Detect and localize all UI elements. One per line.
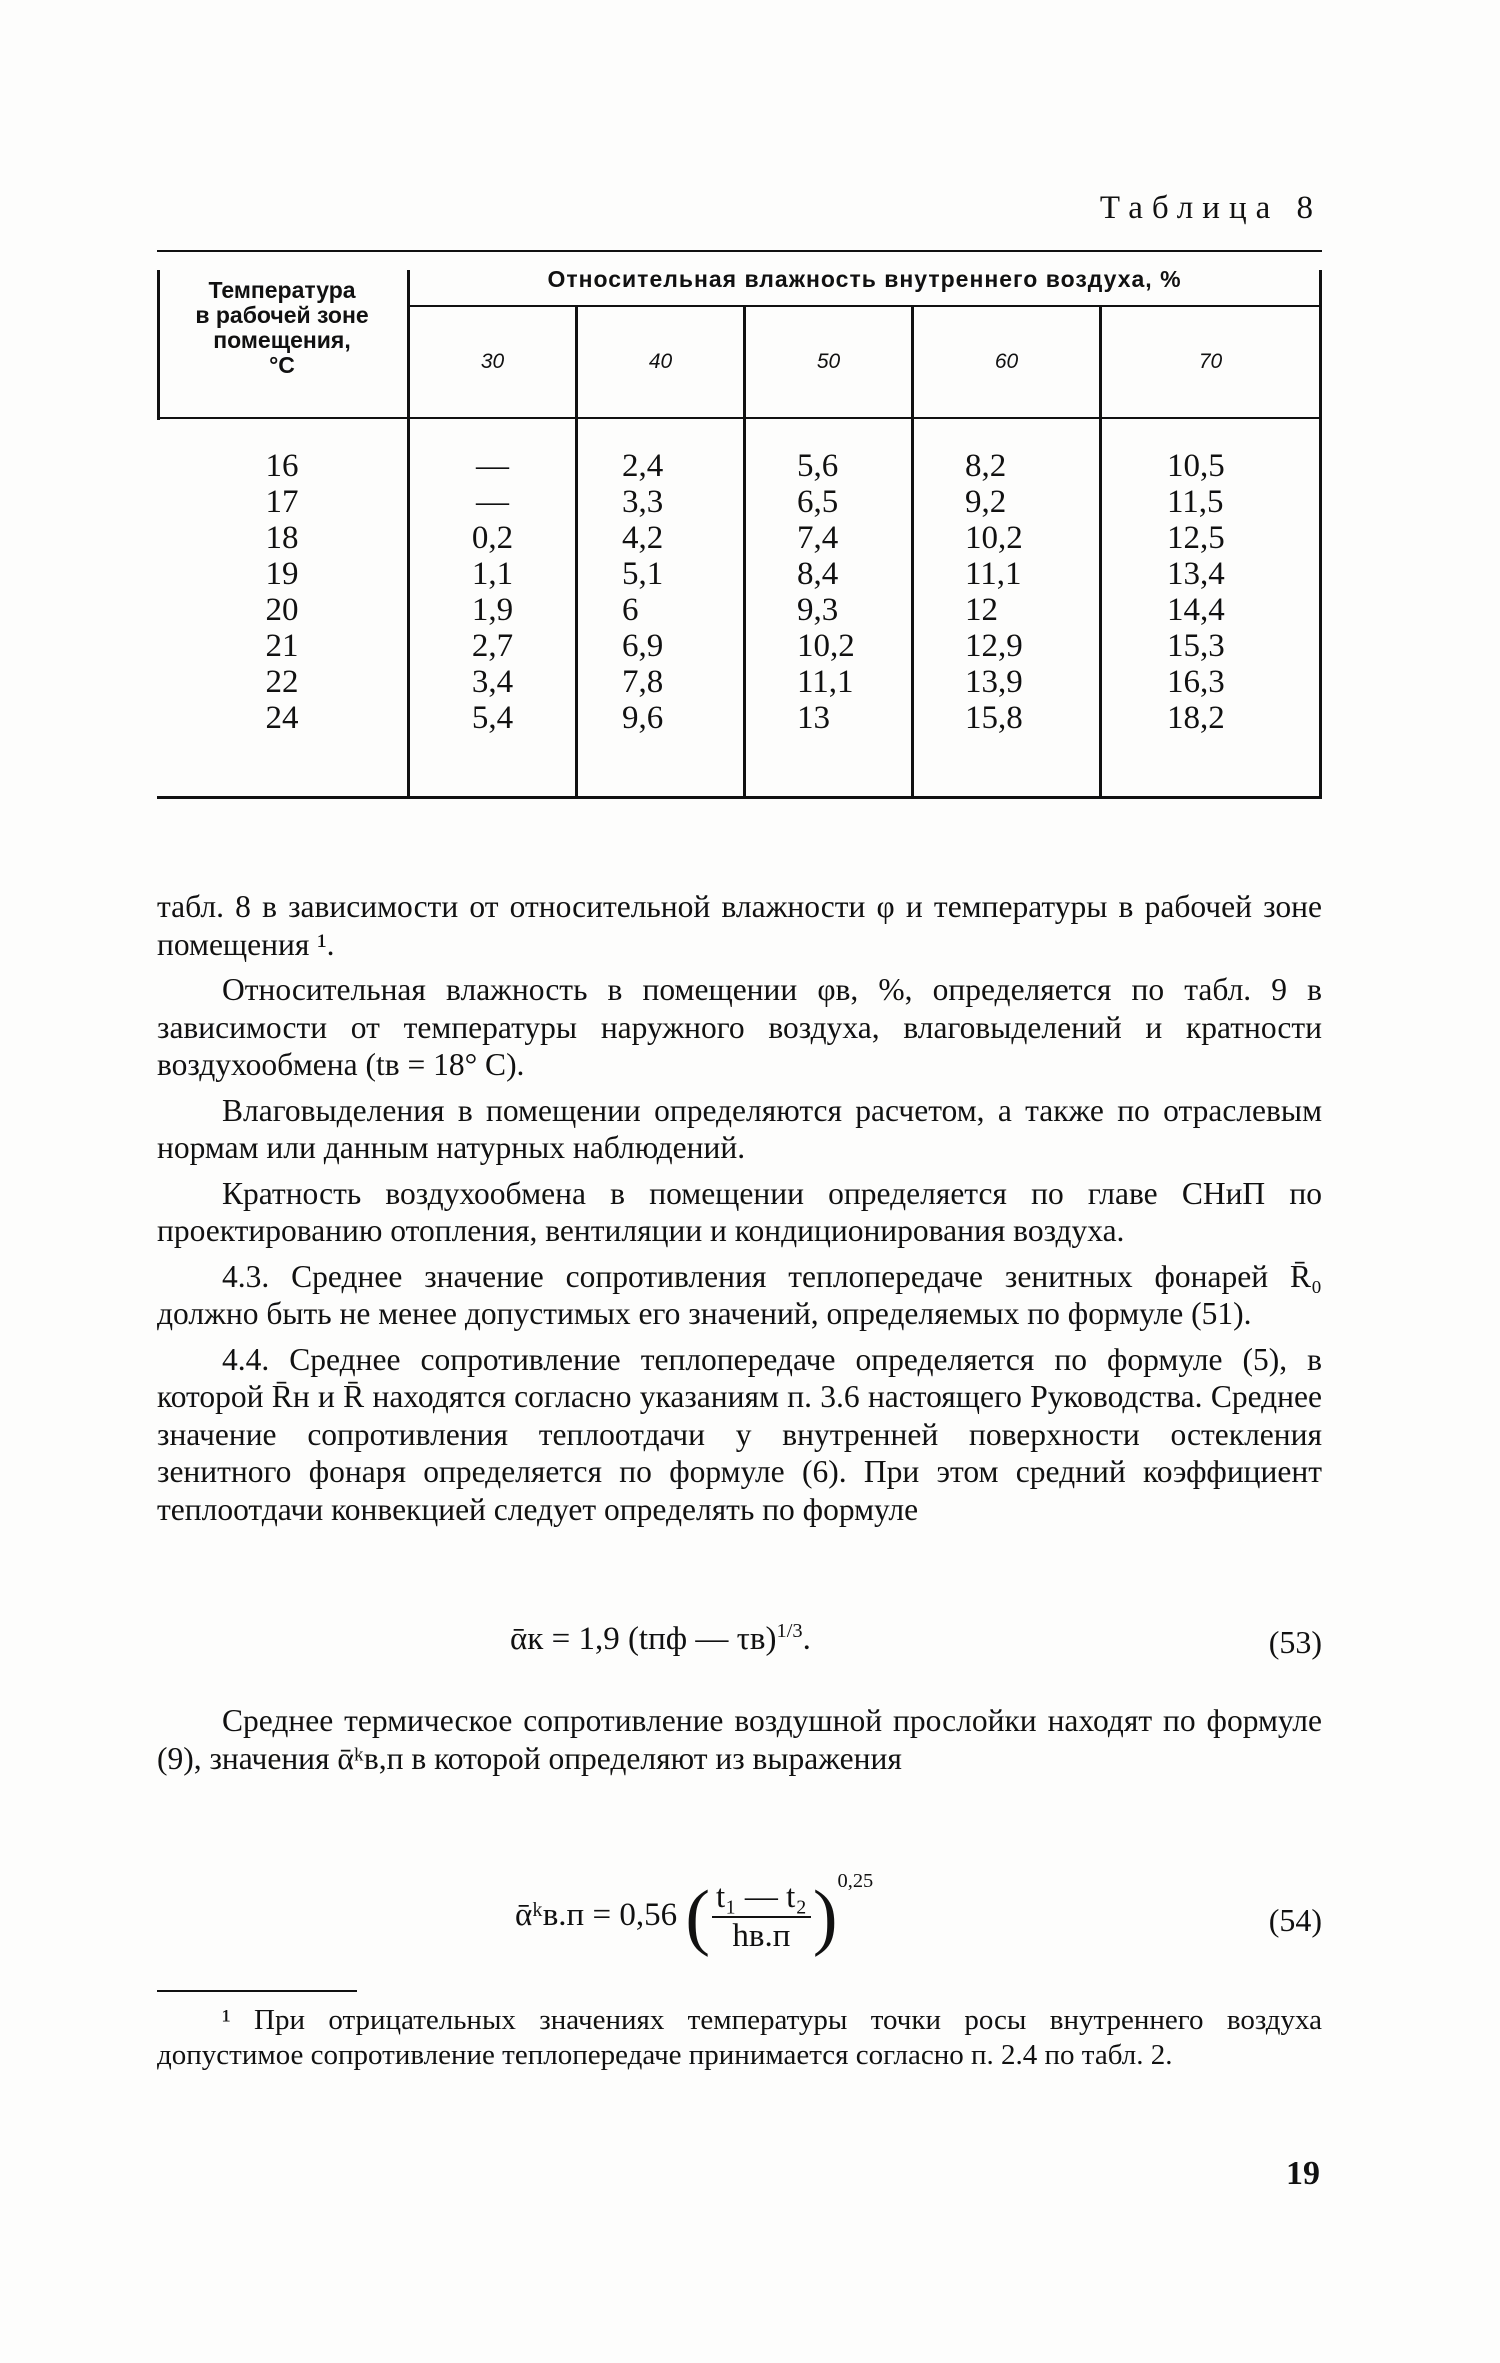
table-cell: 13,4 [1167, 556, 1225, 592]
header-temperature [157, 278, 407, 378]
table-cell: 5,6 [797, 448, 839, 484]
body-text-block-1 [157, 888, 1322, 1536]
paragraph: Среднее термическое сопротивление воздушной прослойки находят по формуле (9), значения ᾱᵏв,п в которой определяют из выражения [157, 1703, 1322, 1776]
table-cell: 15,3 [1167, 628, 1225, 664]
table-cell: 14,4 [1167, 592, 1225, 628]
header-temperature-line: в рабочей зоне [195, 302, 369, 328]
header-bottom-rule [157, 417, 1322, 419]
paragraph: 4.3. Среднее значение сопротивления теплопередаче зенитных фонарей R̄₀ должно быть не менее допустимых его значений, определяемых по формуле (51). [157, 1258, 1322, 1331]
formula-end: . [802, 1621, 811, 1657]
formula-exponent: 1/3 [776, 1620, 803, 1642]
table-cell: 12,9 [965, 628, 1023, 664]
page-number: 19 [1286, 2155, 1320, 2192]
table-cell: 9,3 [797, 592, 839, 628]
header-temperature-line: °С [269, 352, 295, 378]
humidity-column-40 [622, 448, 743, 736]
table-cell: 12,5 [1167, 520, 1225, 556]
table-cell: 3,4 [471, 664, 514, 700]
header-humidity: Относительная влажность внутреннего воздуха, % [547, 266, 1182, 292]
table-cell: 10,5 [1167, 448, 1225, 484]
table-cell: 9,2 [965, 484, 1007, 520]
paragraph: 4.4. Среднее сопротивление теплопередаче определяется по формуле (5), в которой R̄н и R̄ находятся согласно указаниям п. 3.6 настоящего Руководства. Среднее значение сопротивления теплоотдачи у внутренней поверхности остекления зенитного фонаря определяется по формуле (6). При этом средний коэффициент теплоотдачи конвекцией следует определять по формуле [157, 1341, 1322, 1527]
table-title: Таблица 8 [1099, 190, 1322, 226]
fraction-denominator: hв.п [732, 1918, 791, 1955]
table-cell: 1,1 [471, 556, 514, 592]
table-cell: 5,4 [471, 700, 514, 736]
table-cell: 9,6 [622, 700, 664, 736]
col-header-30: 30 [480, 350, 505, 373]
right-border [1319, 270, 1322, 798]
paragraph: Влаговыделения в помещении определяются расчетом, а также по отраслевым нормам или данным натурных наблюдений. [157, 1092, 1322, 1165]
table-cell: 3,3 [622, 484, 664, 520]
header-temperature-line: Температура [208, 277, 356, 303]
humidity-column-70 [1167, 448, 1317, 736]
col-header-70: 70 [1198, 350, 1223, 373]
formula-rhs: = 1,9 (tпф — τв) [551, 1621, 777, 1657]
col-divider-4 [1099, 305, 1102, 798]
table-cell: 11,1 [965, 556, 1022, 592]
header-temperature-line: помещения, [213, 327, 351, 353]
formula-exponent: 0,25 [837, 1870, 874, 1892]
formula-53 [510, 1620, 811, 1658]
formula-coef: = 0,56 [592, 1897, 678, 1933]
header-split-rule [407, 305, 1322, 307]
table-bottom-rule [157, 796, 1322, 799]
table-cell: 8,2 [965, 448, 1007, 484]
table-cell: 17 [265, 484, 299, 520]
humidity-column-60 [965, 448, 1099, 736]
table-cell: 7,8 [622, 664, 664, 700]
table-cell: 5,1 [622, 556, 664, 592]
table-cell: 12 [965, 592, 998, 628]
col-header-50: 50 [816, 350, 841, 373]
formula-lhs: ᾱк [510, 1621, 544, 1657]
col-header-60: 60 [994, 350, 1019, 373]
table-cell: — [476, 448, 509, 484]
col-header-40: 40 [648, 350, 673, 373]
table-cell: 6,5 [797, 484, 839, 520]
col-divider-3 [911, 305, 914, 798]
temperature-column [157, 448, 407, 736]
table-cell: 13 [797, 700, 830, 736]
table-cell: 15,8 [965, 700, 1023, 736]
left-paren: ( [685, 1875, 710, 1958]
table-cell: 18,2 [1167, 700, 1225, 736]
table-cell: 10,2 [965, 520, 1023, 556]
table-cell: 18 [265, 520, 299, 556]
table-cell: 11,1 [797, 664, 854, 700]
paragraph: Кратность воздухообмена в помещении определяется по главе СНиП по проектированию отопления, вентиляции и кондиционирования воздуха. [157, 1175, 1322, 1248]
equation-number-54: (54) [1268, 1902, 1322, 1938]
right-paren: ) [812, 1875, 838, 1958]
table-cell: 6 [622, 592, 639, 628]
table-cell: — [476, 484, 509, 520]
table-cell: 10,2 [797, 628, 855, 664]
table-cell: 19 [265, 556, 299, 592]
paragraph: табл. 8 в зависимости от относительной влажности φ и температуры в рабочей зоне помещения ¹. [157, 889, 1322, 962]
col-divider-2 [743, 305, 746, 798]
paragraph: Относительная влажность в помещении φв, %, определяется по табл. 9 в зависимости от температуры наружного воздуха, влаговыделений и кратности воздухообмена (tв = 18° С). [157, 972, 1322, 1082]
footnote: ¹ При отрицательных значениях температуры точки росы внутреннего воздуха допустимое сопротивление теплопередаче принимается согласно п. 2.4 по табл. 2. [157, 2004, 1322, 2071]
table-cell: 11,5 [1167, 484, 1224, 520]
table-cell: 0,2 [471, 520, 514, 556]
table-cell: 7,4 [797, 520, 839, 556]
table-cell: 21 [265, 628, 299, 664]
table-cell: 16 [265, 448, 299, 484]
formula-54 [515, 1870, 873, 1960]
table-cell: 16,3 [1167, 664, 1225, 700]
table-cell: 24 [265, 700, 299, 736]
col-divider-1 [575, 305, 578, 798]
footnote-rule [157, 1990, 357, 1992]
fraction-numerator: t₁ — t₂ [712, 1879, 811, 1918]
table-cell: 22 [265, 664, 299, 700]
table-cell: 8,4 [797, 556, 839, 592]
table-top-rule [157, 250, 1322, 252]
table-cell: 20 [265, 592, 299, 628]
table-cell: 2,4 [622, 448, 664, 484]
equation-number-53: (53) [1268, 1624, 1322, 1660]
formula-lhs: ᾱᵏв.п [515, 1897, 585, 1933]
humidity-column-50 [797, 448, 911, 736]
fraction [712, 1879, 811, 1955]
humidity-table [157, 250, 1322, 798]
table-cell: 2,7 [471, 628, 514, 664]
body-text-block-2 [157, 1702, 1322, 1785]
humidity-column-30 [410, 448, 575, 736]
table-cell: 13,9 [965, 664, 1023, 700]
table-cell: 1,9 [471, 592, 514, 628]
table-cell: 4,2 [622, 520, 664, 556]
table-cell: 6,9 [622, 628, 664, 664]
